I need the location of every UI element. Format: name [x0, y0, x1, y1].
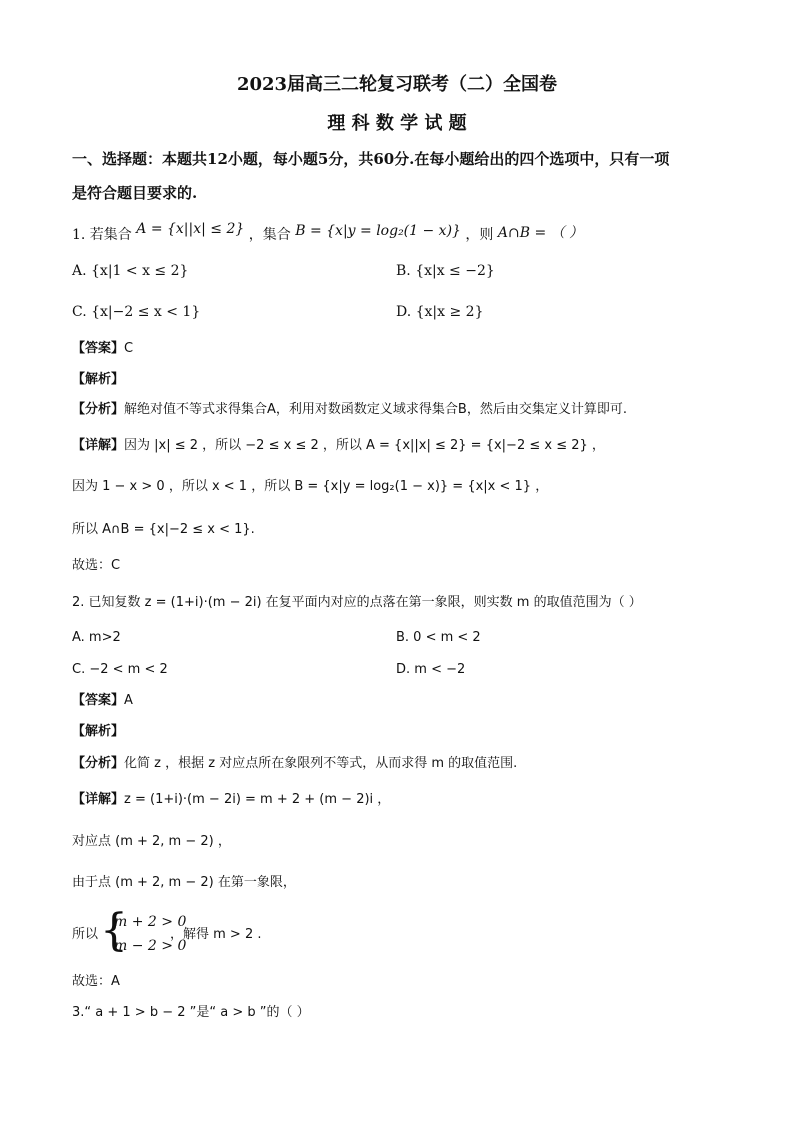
- q1-analysis-tag: [72, 371, 124, 389]
- q2-analysis-label: 【解析】: [72, 724, 125, 739]
- q1-option-a: A. {x|1 < x ≤ 2}: [72, 263, 189, 279]
- q2-system-suffix: ，解得 m > 2 .: [170, 927, 262, 942]
- q2-detail-1: [72, 791, 390, 809]
- q2-answer-tag: 【答案】: [72, 693, 125, 708]
- q2-option-d: D. m < −2: [396, 662, 466, 677]
- q1-detail-tag: 【详解】: [72, 438, 125, 453]
- q1-set-b: B = {x|y = log₂(1 − x)}: [295, 223, 461, 239]
- q2-system-prefix: 所以: [72, 927, 99, 942]
- exam-title: 2023届高三二轮复习联考（二）全国卷: [236, 74, 558, 95]
- q1-answer: [72, 340, 133, 358]
- section-heading-line2: 是符合题目要求的.: [72, 184, 198, 202]
- q1-set-a: A = {x||x| ≤ 2}: [136, 221, 245, 237]
- q2-fenxi-tag: 【分析】: [72, 756, 125, 771]
- q2-detail-2: 对应点 (m + 2, m − 2) ，: [72, 834, 231, 849]
- q2-choose: 故选：A: [72, 974, 120, 989]
- q3-stem: 3.“ a + 1 > b − 2 ”是“ a > b ”的（ ）: [72, 1005, 310, 1020]
- q1-ask: A∩B = （ ）: [497, 225, 584, 241]
- q2-option-a: A. m>2: [72, 630, 121, 645]
- q2-fenxi-text: 化简 z ，根据 z 对应点所在象限列不等式，从而求得 m 的取值范围.: [124, 756, 518, 771]
- exam-subtitle: 理 科 数 学 试 题: [327, 113, 467, 134]
- q2-answer: [72, 692, 133, 710]
- q1-fenxi-tag: 【分析】: [72, 402, 125, 417]
- q1-stem: [72, 221, 584, 244]
- q2-detail-1-text: z = (1+i)·(m − 2i) = m + 2 + (m − 2)i ，: [124, 792, 391, 807]
- q1-stem-a: 1. 若集合: [72, 227, 132, 243]
- q1-choose: 故选：C: [72, 558, 121, 573]
- q2-system-line-1: m + 2 > 0: [114, 914, 187, 930]
- q2-analysis-tag: [72, 723, 124, 741]
- q1-option-b: B. {x|x ≤ −2}: [396, 263, 495, 279]
- q2-fenxi: [72, 755, 517, 773]
- q2-detail-tag: 【详解】: [72, 792, 125, 807]
- q1-option-c: C. {x|−2 ≤ x < 1}: [72, 304, 201, 320]
- q2-option-c: C. −2 < m < 2: [72, 662, 168, 677]
- q1-detail-1-text: 因为 |x| ≤ 2 ，所以 −2 ≤ x ≤ 2 ，所以 A = {x||x| ≤ 2} = {x|−2 ≤ x ≤ 2} ，: [124, 438, 605, 453]
- q2-option-b: B. 0 < m < 2: [396, 630, 481, 645]
- q1-detail-2: 因为 1 − x > 0 ，所以 x < 1 ，所以 B = {x|y = log₂(1 − x)} = {x|x < 1} ，: [72, 479, 549, 494]
- q1-answer-tag: 【答案】: [72, 341, 125, 356]
- q2-system-brace: {: [100, 905, 128, 956]
- q1-stem-c: ，则: [465, 227, 494, 243]
- q2-answer-value: A: [124, 693, 133, 708]
- q1-option-d: D. {x|x ≥ 2}: [396, 304, 484, 320]
- q2-system-line-2: m − 2 > 0: [114, 938, 187, 954]
- q1-answer-value: C: [124, 341, 134, 356]
- q1-detail-1: [72, 437, 605, 455]
- q2-stem: 2. 已知复数 z = (1+i)·(m − 2i) 在复平面内对应的点落在第一象限，则实数 m 的取值范围为（ ）: [72, 595, 642, 610]
- q1-fenxi: [72, 401, 627, 419]
- q1-analysis-label: 【解析】: [72, 372, 125, 387]
- q1-fenxi-text: 解绝对值不等式求得集合A，利用对数函数定义域求得集合B，然后由交集定义计算即可.: [124, 402, 627, 417]
- section-heading-line1: 一、选择题：本题共12小题，每小题5分，共60分.在每小题给出的四个选项中，只有一项: [72, 150, 670, 168]
- q2-detail-3: 由于点 (m + 2, m − 2) 在第一象限，: [72, 875, 296, 890]
- q1-detail-3: 所以 A∩B = {x|−2 ≤ x < 1}.: [72, 522, 255, 537]
- q1-stem-b: ，集合: [248, 227, 291, 243]
